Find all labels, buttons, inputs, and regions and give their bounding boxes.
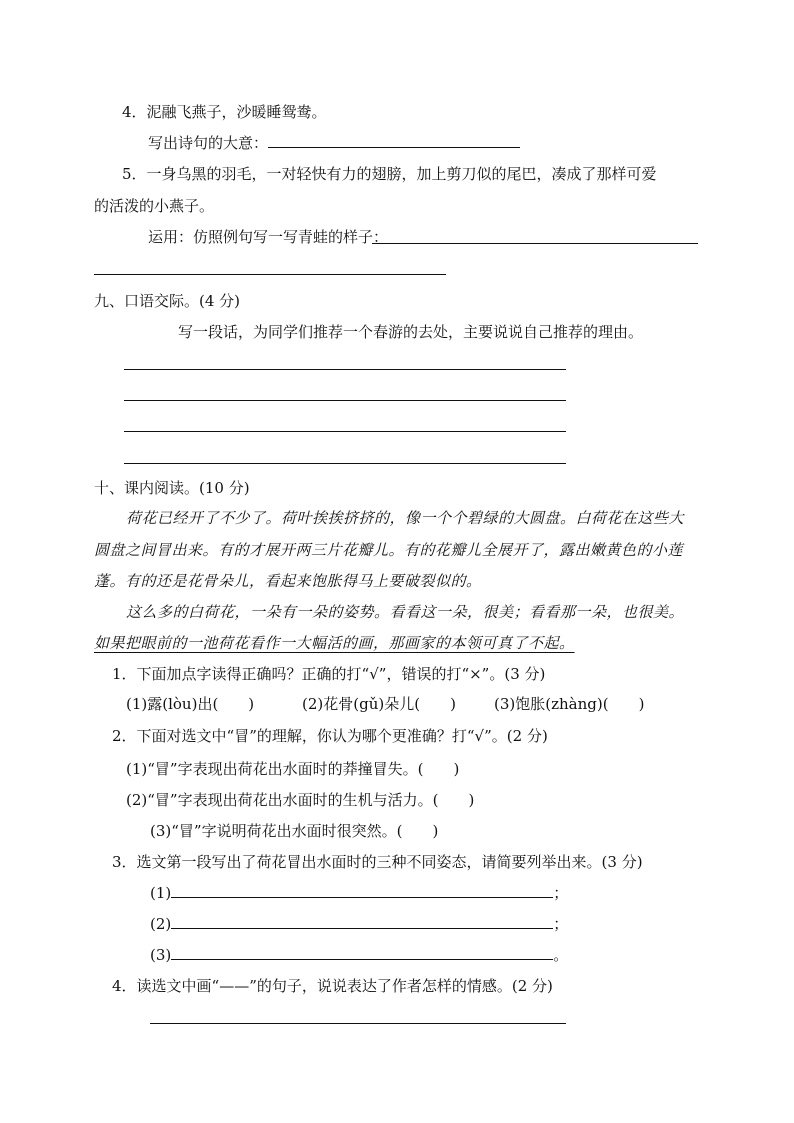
q10-3-item-2-label: (2) xyxy=(150,915,172,933)
q4-answer-line[interactable] xyxy=(268,133,520,148)
q5-line1: 5．一身乌黑的羽毛，一对轻快有力的翅膀，加上剪刀似的尾巴，凑成了那样可爱 xyxy=(122,165,657,183)
q10-3-stem: 3．选文第一段写出了荷花冒出水面时的三种不同姿态，请简要列举出来。(3 分) xyxy=(112,853,643,871)
passage-underlined-sentence: 如果把眼前的一池荷花看作一大幅活的画，那画家的本领可真了不起。 xyxy=(94,634,575,652)
section10-title: 十、课内阅读。(10 分) xyxy=(94,479,250,497)
passage-line-2: 圆盘之间冒出来。有的才展开两三片花瓣儿。有的花瓣儿全展开了，露出嫩黄色的小莲 xyxy=(94,541,684,559)
section9-answer-line-4[interactable] xyxy=(124,463,566,464)
section9-answer-line-2[interactable] xyxy=(124,400,566,401)
q5-answer-line-1[interactable] xyxy=(372,243,698,244)
q10-3-answer-line-3[interactable] xyxy=(171,945,553,960)
q10-2-stem: 2．下面对选文中“冒”的理解，你认为哪个更准确？打“√”。(2 分) xyxy=(112,727,548,745)
q4-prompt xyxy=(148,133,520,153)
q10-3-item-1-end: ； xyxy=(553,884,569,902)
q10-2-option-2[interactable]: (2)“冒”字表现出荷花出水面时的生机与活力。( ) xyxy=(126,791,475,809)
q10-2-option-1[interactable]: (1)“冒”字表现出荷花出水面时的莽撞冒失。( ) xyxy=(126,760,460,778)
q4-text: 4．泥融飞燕子，沙暖睡鸳鸯。 xyxy=(122,103,327,121)
q10-3-item-2-end: ； xyxy=(553,915,569,933)
q10-3-answer-line-2[interactable] xyxy=(171,914,553,929)
q10-1-option-1[interactable]: (1)露(lòu)出( ) xyxy=(126,695,255,713)
passage-line-4: 这么多的白荷花，一朵有一朵的姿势。看看这一朵，很美；看看那一朵，也很美。 xyxy=(126,603,685,621)
q10-1-stem: 1．下面加点字读得正确吗？正确的打“√”，错误的打“×”。(3 分) xyxy=(112,665,546,683)
q10-1-option-3[interactable]: (3)饱胀(zhàng)( ) xyxy=(494,695,645,713)
q5-prompt xyxy=(148,227,388,247)
q10-3-item-3 xyxy=(150,945,568,965)
section9-instruction: 写一段话，为同学们推荐一个春游的去处，主要说说自己推荐的理由。 xyxy=(178,323,644,341)
q4-prompt-label: 写出诗句的大意： xyxy=(148,134,269,152)
section9-answer-line-1[interactable] xyxy=(124,369,566,370)
q10-3-item-1-label: (1) xyxy=(150,884,172,902)
q10-4-stem: 4．读选文中画“——”的句子，说说表达了作者怎样的情感。(2 分) xyxy=(112,977,553,995)
q10-3-item-2 xyxy=(150,914,568,934)
q10-3-item-3-label: (3) xyxy=(150,946,172,964)
q5-line2: 的活泼的小燕子。 xyxy=(94,197,215,215)
q10-3-answer-line-1[interactable] xyxy=(171,883,553,898)
q10-1-option-2[interactable]: (2)花骨(gǔ)朵儿( ) xyxy=(302,695,456,713)
q5-prompt-label: 运用：仿照例句写一写青蛙的样子： xyxy=(148,228,389,246)
section9-answer-line-3[interactable] xyxy=(124,431,566,432)
q10-2-option-3[interactable]: (3)“冒”字说明荷花出水面时很突然。( ) xyxy=(150,822,439,840)
passage-line-1: 荷花已经开了不少了。荷叶挨挨挤挤的，像一个个碧绿的大圆盘。白荷花在这些大 xyxy=(126,509,685,527)
q10-4-answer-line[interactable] xyxy=(150,1023,566,1024)
section9-title: 九、口语交际。(4 分) xyxy=(94,292,241,310)
q10-3-item-1 xyxy=(150,883,568,903)
q10-3-item-3-end: 。 xyxy=(553,946,569,964)
q5-answer-line-2[interactable] xyxy=(94,274,446,275)
passage-line-3: 蓬。有的还是花骨朵儿，看起来饱胀得马上要破裂似的。 xyxy=(94,572,482,590)
